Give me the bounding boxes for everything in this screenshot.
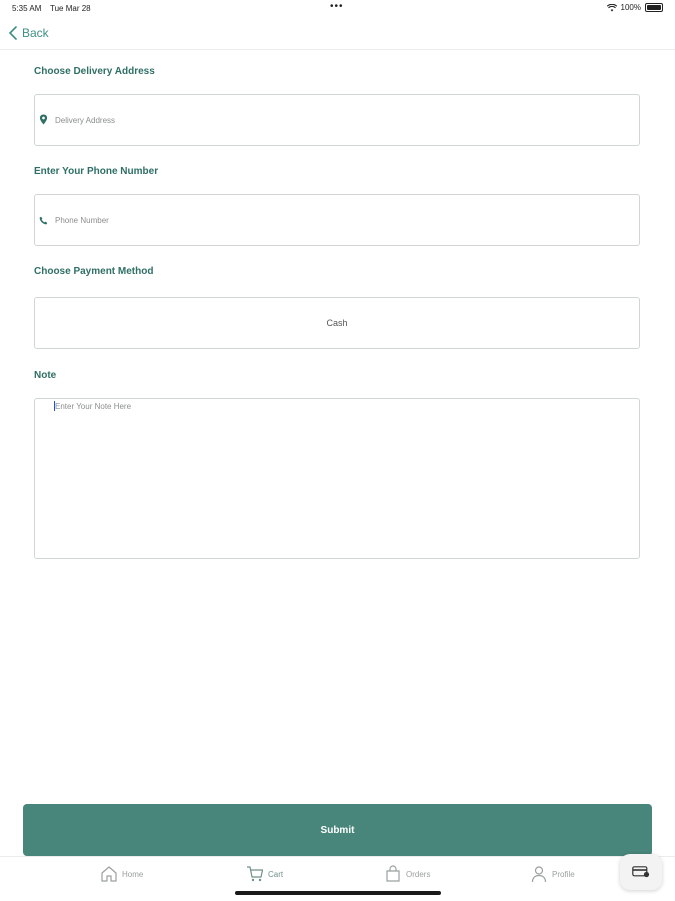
phone-icon — [39, 215, 48, 226]
delivery-address-label: Choose Delivery Address — [34, 66, 155, 77]
tab-orders-label: Orders — [406, 869, 431, 879]
card-icon — [632, 866, 650, 878]
home-icon — [100, 865, 118, 883]
multitasking-dots-icon[interactable]: ••• — [330, 1, 344, 12]
note-label: Note — [34, 370, 57, 381]
tab-profile-label: Profile — [552, 869, 575, 879]
delivery-address-field[interactable] — [34, 94, 640, 146]
phone-number-field[interactable] — [34, 194, 640, 246]
battery-icon — [645, 3, 663, 12]
status-date: Tue Mar 28 — [50, 4, 91, 13]
status-bar — [0, 0, 675, 18]
payment-method-value: Cash — [326, 318, 348, 328]
note-textarea[interactable] — [34, 398, 640, 559]
tab-orders[interactable] — [384, 865, 430, 883]
tab-cart[interactable] — [246, 865, 283, 883]
tab-home-label: Home — [122, 869, 144, 879]
bag-icon — [384, 865, 402, 883]
navigation-bar — [0, 18, 675, 50]
status-right — [607, 3, 663, 12]
home-indicator[interactable] — [235, 891, 441, 895]
phone-number-placeholder: Phone Number — [55, 216, 109, 225]
note-placeholder: Enter Your Note Here — [55, 402, 132, 411]
back-label: Back — [22, 26, 49, 40]
wifi-icon — [607, 4, 617, 12]
floating-card-button[interactable] — [620, 854, 662, 890]
payment-method-select[interactable] — [34, 297, 640, 349]
phone-number-label: Enter Your Phone Number — [34, 166, 159, 177]
location-pin-icon — [39, 114, 48, 125]
status-time: 5:35 AM — [12, 4, 42, 13]
tab-cart-label: Cart — [268, 869, 284, 879]
submit-button[interactable] — [23, 804, 652, 856]
person-icon — [530, 865, 548, 883]
battery-percent: 100% — [620, 3, 641, 12]
payment-method-label: Choose Payment Method — [34, 266, 154, 277]
cart-icon — [246, 865, 264, 883]
back-button[interactable] — [8, 26, 49, 40]
tab-profile[interactable] — [530, 865, 575, 883]
tab-home[interactable] — [100, 865, 143, 883]
chevron-left-icon — [8, 26, 18, 40]
delivery-address-placeholder: Delivery Address — [55, 116, 116, 125]
submit-label: Submit — [320, 824, 355, 836]
